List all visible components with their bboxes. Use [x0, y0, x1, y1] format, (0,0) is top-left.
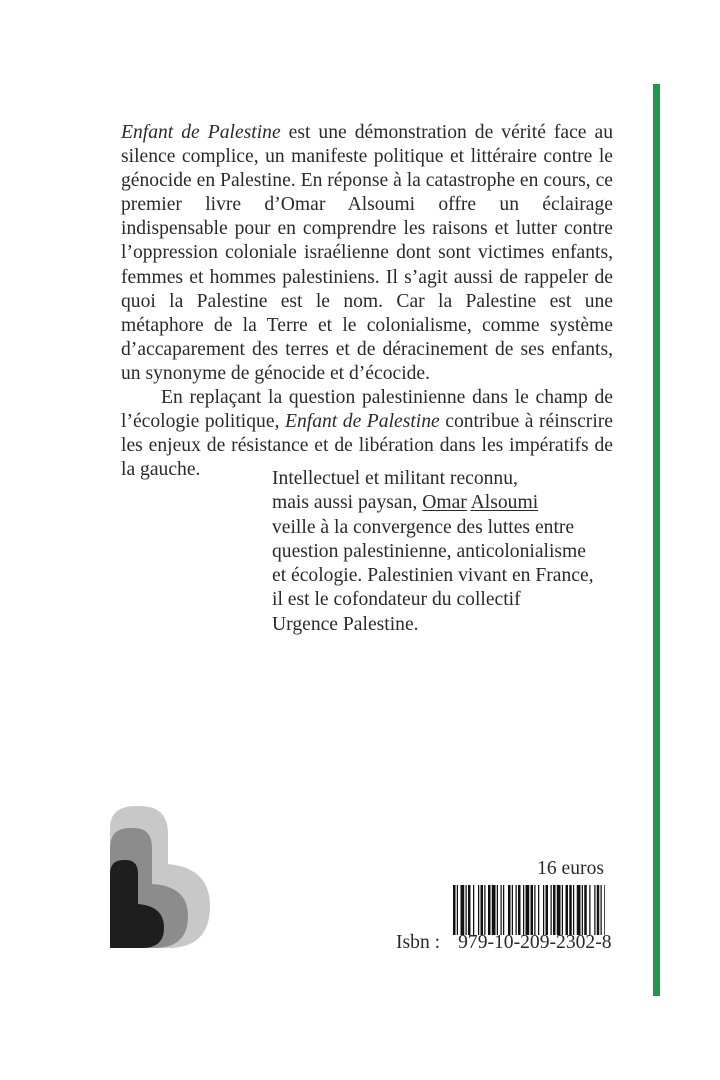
book-title-italic-2: Enfant de Palestine	[284, 411, 440, 433]
description-paragraph-2-before: En replaçant la question palestinienne dans le champ de l’écologie politique,	[121, 387, 613, 433]
description-paragraph-1-text: est une démonstration de vérité face au silence complice, un manifeste politique et littéraire contre le génocide en Palestine. En réponse à la catastrophe en cours, ce premier livre d’Omar Alsoumi offre un éclairage indispensable pour en comprendre les raisons et lutter contre l’oppression coloniale israélienne dont sont victimes enfants, femmes et hommes palestiniens. Il s’agit aussi de rappeler de quoi la Palestine est le nom. Car la Palestine est une métaphore de la Terre et le colonialisme, comme système d’accaparement des terres et de déracinement de ses enfants, un synonyme de génocide et d’écocide.	[121, 122, 613, 384]
barcode-icon	[453, 885, 605, 935]
bio-line-2	[272, 491, 612, 515]
bio-line-2-prefix: mais aussi paysan,	[272, 492, 423, 514]
isbn-label: Isbn :	[396, 932, 441, 953]
description-paragraph-2-after: contribue à réinscrire les enjeux de résistance et de libération dans les impératifs de la gauche.	[121, 411, 613, 481]
bio-line-5: et écologie. Palestinien vivant en France,	[272, 565, 594, 587]
book-description	[121, 121, 613, 482]
bio-line-4: question palestinienne, anticolonialisme	[272, 540, 586, 562]
bio-line-6: il est le cofondateur du collectif	[272, 589, 521, 611]
isbn-number: 979-10-209-2302-8	[458, 932, 612, 953]
bio-line-7: Urgence Palestine.	[272, 613, 419, 635]
isbn-line	[396, 932, 612, 954]
publisher-logo-icon	[110, 806, 210, 948]
book-title-italic: Enfant de Palestine	[121, 122, 281, 143]
price-label: 16 euros	[537, 858, 604, 879]
author-first-name: Omar	[422, 492, 467, 514]
author-last-name: Alsoumi	[470, 492, 539, 514]
bio-line-1: Intellectuel et militant reconnu,	[272, 468, 518, 489]
description-paragraph-1	[121, 121, 613, 386]
author-bio	[272, 467, 612, 637]
green-accent-bar	[653, 84, 660, 996]
bio-line-3: veille à la convergence des luttes entre	[272, 516, 575, 538]
